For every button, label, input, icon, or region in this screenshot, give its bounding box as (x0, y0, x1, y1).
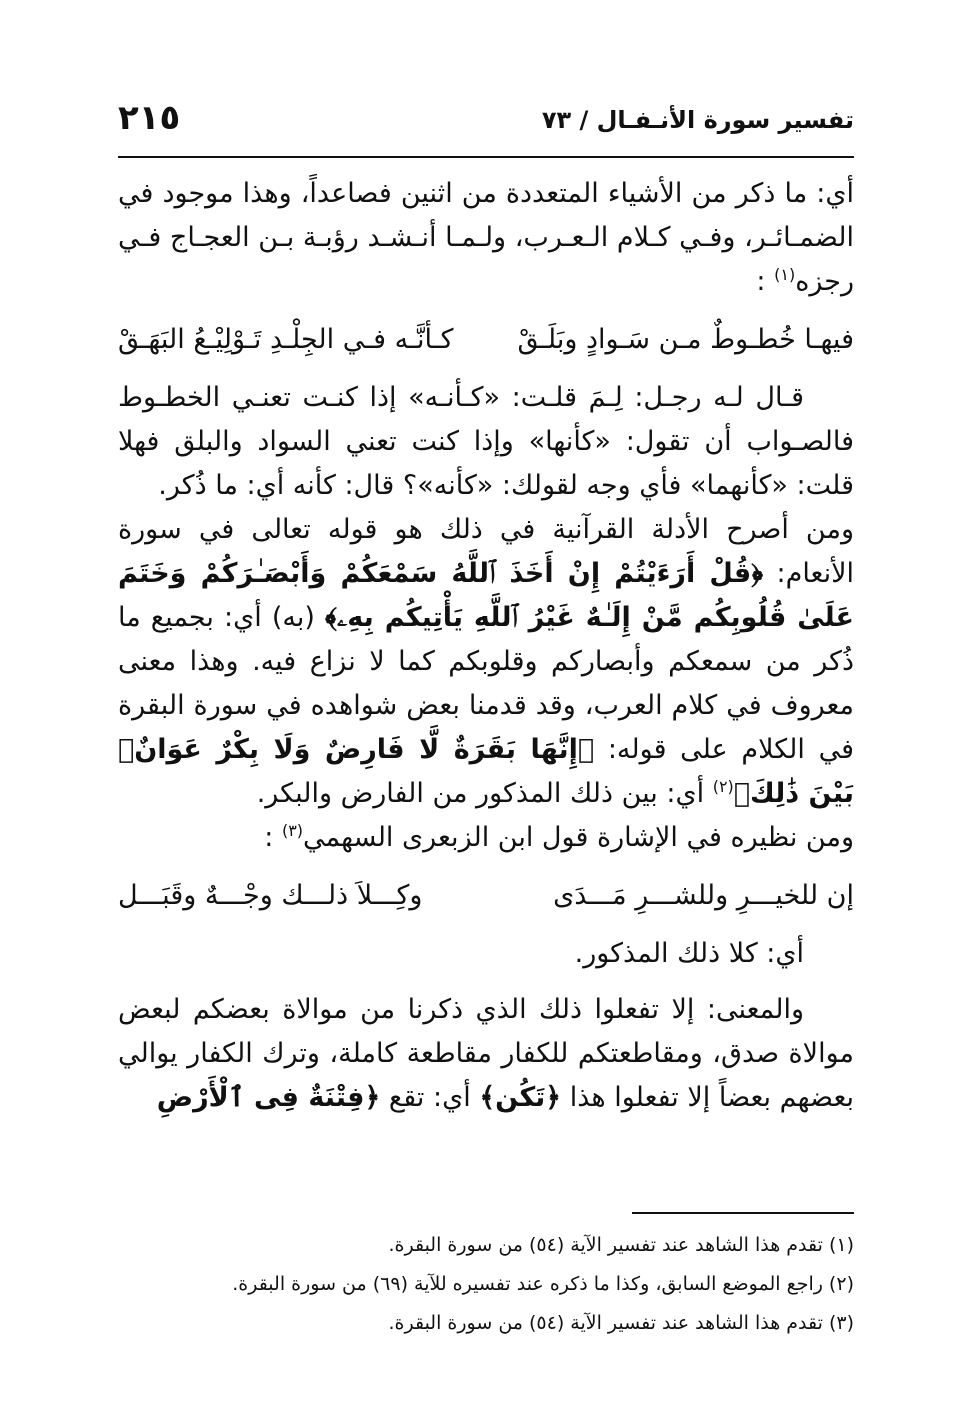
paragraph: ومن أصرح الأدلة القرآنية في ذلك هو قوله تعالى في سورة الأنعام: ﴿قُلْ أَرَءَيْتُمْ إِنْ أَخَذَ ٱللَّهُ سَمْعَكُمْ وَأَبْصَـٰرَكُمْ وَخَتَمَ عَلَىٰ قُلُوبِكُم مَّنْ إِلَـٰهٌ غَيْرُ ٱللَّهِ يَأْتِيكُم بِهِۦ﴾ (به) أي: بجميع ما ذُكر من سمعكم وأبصاركم وقلوبكم كما لا نزاع فيه. وهذا معنى معروف في كلام العرب، وقد قدمنا بعض شواهده في سورة البقرة في الكلام على قوله: ﴿إِنَّهَا بَقَرَةٌ لَّا فَارِضٌ وَلَا بِكْرٌ عَوَانٌۢ بَيْنَ ذَٰلِكَ﴾$^{(٢)}$ أي: بين ذلك المذكور من الفارض والبكر. (118, 514, 854, 809)
paragraph: قـال لـه رجـل: لِـمَ قلـت: «كـأنـه» إذا كنـت تعنـي الخطـوط فالصـواب أن تقول: «كأنها» وإذا كنت تعني السواد والبلق فهلا قلت: «كأنهما» فأي وجه لقولك: «كأنه»؟ قال: كأنه أي: ما ذُكر. (118, 382, 854, 501)
footnote-ref: (٢) (712, 777, 734, 796)
quran-verse: ﴿تَكُن﴾ (479, 1082, 562, 1113)
poetry-verse (118, 318, 854, 362)
quran-verse: ﴿قُلْ أَرَءَيْتُمْ إِنْ أَخَذَ ٱللَّهُ سَمْعَكُمْ وَأَبْصَـٰرَكُمْ وَخَتَمَ عَلَىٰ قُلُوبِكُم مَّنْ إِلَـٰهٌ غَيْرُ ٱللَّهِ يَأْتِيكُم بِهِۦ﴾ (118, 558, 854, 633)
page-header (118, 96, 854, 158)
poetry-verse (118, 874, 854, 918)
verse-first-half: إن للخيـــرِ وللشـــرِ مَـــدَى (553, 880, 854, 911)
footnote-divider (632, 1212, 854, 1214)
verse-second-half: وكِـــلاَ ذلـــك وجْـــهٌ وقَبَـــل (118, 880, 423, 911)
main-text (118, 172, 854, 1120)
verse-first-half: فيهـا خُطـوطٌ مـن سَـوادٍ وبَلَـقْ (517, 324, 854, 355)
paragraph: والمعنى: إلا تفعلوا ذلك الذي ذكرنا من موالاة بعضكم لبعض موالاة صدق، ومقاطعتكم للكفار مقاطعة كاملة، وترك الكفار يوالي بعضهم بعضاً إلا تفعلوا هذا ﴿تَكُن﴾ أي: تقع ﴿فِتْنَةٌ فِى ٱلْأَرْضِ (118, 994, 854, 1113)
page-number: ٢١٥ (118, 98, 181, 138)
footnote-ref: (٣) (281, 821, 304, 840)
quran-verse: ﴿إِنَّهَا بَقَرَةٌ لَّا فَارِضٌ وَلَا بِكْرٌ عَوَانٌۢ بَيْنَ ذَٰلِكَ﴾ (118, 734, 854, 809)
footnote: (٣) تقدم هذا الشاهد عند تفسير الآية (٥٤) من سورة البقرة. (388, 1312, 854, 1334)
spacer (118, 976, 854, 988)
quran-verse: ﴿فِتْنَةٌ فِى ٱلْأَرْضِ (156, 1082, 381, 1113)
footnote-ref: (١) (774, 265, 796, 284)
paragraph: أي: ما ذكر من الأشياء المتعددة من اثنين فصاعداً، وهذا موجود في الضمـائـر، وفـي كـلام الـعـرب، ولـمـا أنـشـد رؤبـة بـن العجـاج فـي رجزه$^{(١)}$ : (118, 178, 854, 297)
verse-second-half: كـأنَّـه فـي الجِلْـدِ تَـوْلِيْـعُ البَهَـقْ (118, 324, 454, 355)
paragraph: ومن نظيره في الإشارة قول ابن الزبعرى السهمي$^{(٣)}$ : (264, 821, 854, 853)
running-title: تفسير سورة الأنـفـال / ٧٣ (541, 106, 854, 134)
footnote: (٢) راجع الموضع السابق، وكذا ما ذكره عند تفسيره للآية (٦٩) من سورة البقرة. (232, 1273, 854, 1295)
footnote: (١) تقدم هذا الشاهد عند تفسير الآية (٥٤) من سورة البقرة. (388, 1234, 854, 1256)
paragraph: أي: كلا ذلك المذكور. (574, 938, 804, 969)
footnotes (118, 1226, 854, 1343)
